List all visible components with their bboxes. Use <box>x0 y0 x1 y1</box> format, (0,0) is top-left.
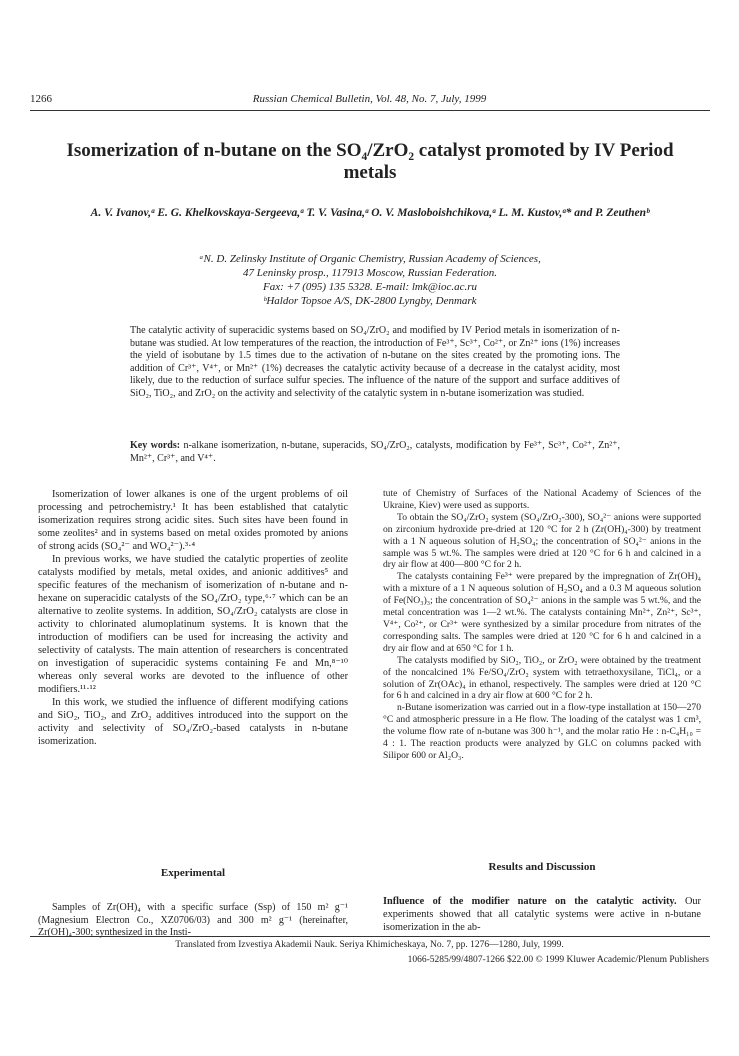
paragraph: n-Butane isomerization was carried out in a flow-type installation at 150—270 °C and atmospheric pressure in a He flow. The loading of the catalyst was 1 cm³, the volume flow rate of n-butane was 300 h⁻¹, and the molar ratio He : n-C₄H₁₀ = 4 : 1. The reaction products were analyzed by GLC on columns packed with Silipor 600 or Al₂O₃. <box>383 702 701 761</box>
authors: A. V. Ivanov,ᵃ E. G. Khelkovskaya-Sergeeva,ᵃ T. V. Vasina,ᵃ O. V. Masloboishchikova,ᵃ L. M. Kustov,ᵃ* and P. Zeuthenᵇ <box>90 207 650 219</box>
paragraph: Isomerization of lower alkanes is one of the urgent problems of oil processing and petrochemistry.¹ It has been established that catalytic isomerization requires strong acidic sites. Such sites have been found in some zeolites² and in systems based on metal oxides promoted by anions of strong acids (SO₄²⁻ and WO₄²⁻).³·⁴ <box>38 489 348 552</box>
left-column <box>38 488 348 748</box>
affiliation-line: ᵇHaldor Topsoe A/S, DK-2800 Lyngby, Denmark <box>263 295 477 307</box>
results-paragraph: Our experiments showed that all catalytic systems were active in n-butane isomerization in the ab- <box>383 896 701 933</box>
article-title: Isomerization of n-butane on the SO₄/ZrO₂ catalyst promoted by IV Period metals <box>66 140 674 183</box>
paragraph: The catalysts containing Fe³⁺ were prepared by the impregnation of Zr(OH)₄ with a mixture of a 1 N aqueous solution of H₂SO₄ and a 0.3 M aqueous solution of Fe(NO₃)₃; the concentration of SO₄²⁻ anions in the sample was 5 wt.%, and the metal concentration was 1—2 wt.%. The catalysts containing Mn²⁺, Zn²⁺, Sc³⁺, V⁴⁺, Co²⁺, or Cr³⁺ were synthesized by a similar procedure from nitrates of the corresponding salts. The samples were dried at 120 °C for 6 h and calcined in a dry air flow and at 650 °C for 1 h. <box>383 571 701 654</box>
affiliation-line: ᵃN. D. Zelinsky Institute of Organic Chemistry, Russian Academy of Sciences, <box>199 253 541 265</box>
paragraph: The catalysts modified by SiO₂, TiO₂, or ZrO₂ were obtained by the treatment of the noncalcined 1% Fe/SO₄/ZrO₂ system with tetraethoxysilane, TiCl₄, or a solution of Zr(OAc)₄ in ethanol, respectively. The samples were dried at 120 °C for 6 h and calcined in a dry air flow at 600 °C for 2 h. <box>383 654 701 702</box>
paragraph: In this work, we studied the influence of different modifying cations and SiO₂, TiO₂, and ZrO₂ additives introduced into the support on the activity and selectivity of SO₄/ZrO₂-based catalysts in n-butane isomerization. <box>38 697 348 747</box>
header-rule <box>30 110 710 111</box>
footer-rule <box>30 936 710 937</box>
experimental-heading: Experimental <box>160 867 226 879</box>
affiliation-line: Fax: +7 (095) 135 5328. E-mail: lmk@ioc.ac.ru <box>263 281 477 293</box>
affiliation-line: 47 Leninsky prosp., 117913 Moscow, Russian Federation. <box>243 267 497 279</box>
keywords-label: Key words: <box>130 440 181 451</box>
page-number: 1266 <box>30 93 52 105</box>
paragraph: In previous works, we have studied the catalytic properties of zeolite catalysts modified by metals, metal oxides, and anionic additives⁵ and specific features of the mechanism of isomerization of n-butane and n-hexane on superacidic catalysts of the SO₄/ZrO₂ type,⁶·⁷ which can be an alternative to zeolite systems. In addition, SO₄/ZrO₂ catalysts are close in activity to chlorinated alumoplatinum systems. It is known that the introduction of modifiers can be used for increasing the activity and selectivity of catalysts. The main attention of researchers is concentrated on investigation of superacidic systems containing Fe and Mn,⁸⁻¹⁰ whereas only several works are devoted to the influence of other modifiers.¹¹·¹² <box>38 554 348 695</box>
abstract: The catalytic activity of superacidic systems based on SO₄/ZrO₂ and modified by IV Period metals in isomerization of n-butane was studied. At low temperatures of the reaction, the introduction of Fe³⁺, Sc³⁺, Co²⁺, or Zn²⁺ ions (1%) increases the yield of isobutane by 1.5 times due to the activation of n-butane on the sites created by the promoting ions. The addition of Cr³⁺, V⁴⁺, or Mn²⁺ (1%) decreases the catalytic activity because of a decrease in the catalyst acidity, most likely, due to the reduction of surface sulfur species. The influence of the nature of the support and surface additives of SiO₂, TiO₂, and ZrO₂ on the activity and selectivity of the catalytic system in n-butane isomerization was studied. <box>130 325 620 399</box>
experimental-text <box>38 902 348 940</box>
keywords-text: n-alkane isomerization, n-butane, superacids, SO₄/ZrO₂, catalysts, modification by Fe³⁺, Sc³⁺, Co²⁺, Zn²⁺, Mn²⁺, Cr³⁺, and V⁴⁺. <box>130 440 620 464</box>
results-text <box>383 895 701 934</box>
affiliations <box>90 252 650 308</box>
right-column <box>383 488 701 762</box>
paragraph: tute of Chemistry of Surfaces of the National Academy of Sciences of the Ukraine, Kiev) were used as supports. <box>383 488 701 511</box>
keywords <box>130 440 620 465</box>
running-header: Russian Chemical Bulletin, Vol. 48, No. 7, July, 1999 <box>252 93 487 105</box>
copyright-line: 1066-5285/99/4807-1266 $22.00 © 1999 Kluwer Academic/Plenum Publishers <box>407 955 709 965</box>
results-subheading: Influence of the modifier nature on the catalytic activity. <box>383 896 677 907</box>
experimental-paragraph: Samples of Zr(OH)₄ with a specific surface (Ssp) of 150 m² g⁻¹ (Magnesium Electron Co., XZ0706/03) and 300 m² g⁻¹ (hereinafter, Zr(OH)₄-300; synthesized in the Insti- <box>38 902 348 938</box>
results-heading: Results and Discussion <box>488 861 596 873</box>
paragraph: To obtain the SO₄/ZrO₂ system (SO₄/ZrO₂-300), SO₄²⁻ anions were supported on zirconium hydroxide pre-dried at 120 °C for 2 h (Zr(OH)₄-300) by treatment with a 1 N aqueous solution of H₂SO₄; the concentration of SO₄²⁻ anions in the sample was 5 wt.%. The samples were dried at 120 °C for 6 h and calcined in a dry air flow at 400—800 °C for 2 h. <box>383 511 701 571</box>
translation-note: Translated from Izvestiya Akademii Nauk. Seriya Khimicheskaya, No. 7, pp. 1276—1280, July, 1999. <box>175 940 564 950</box>
